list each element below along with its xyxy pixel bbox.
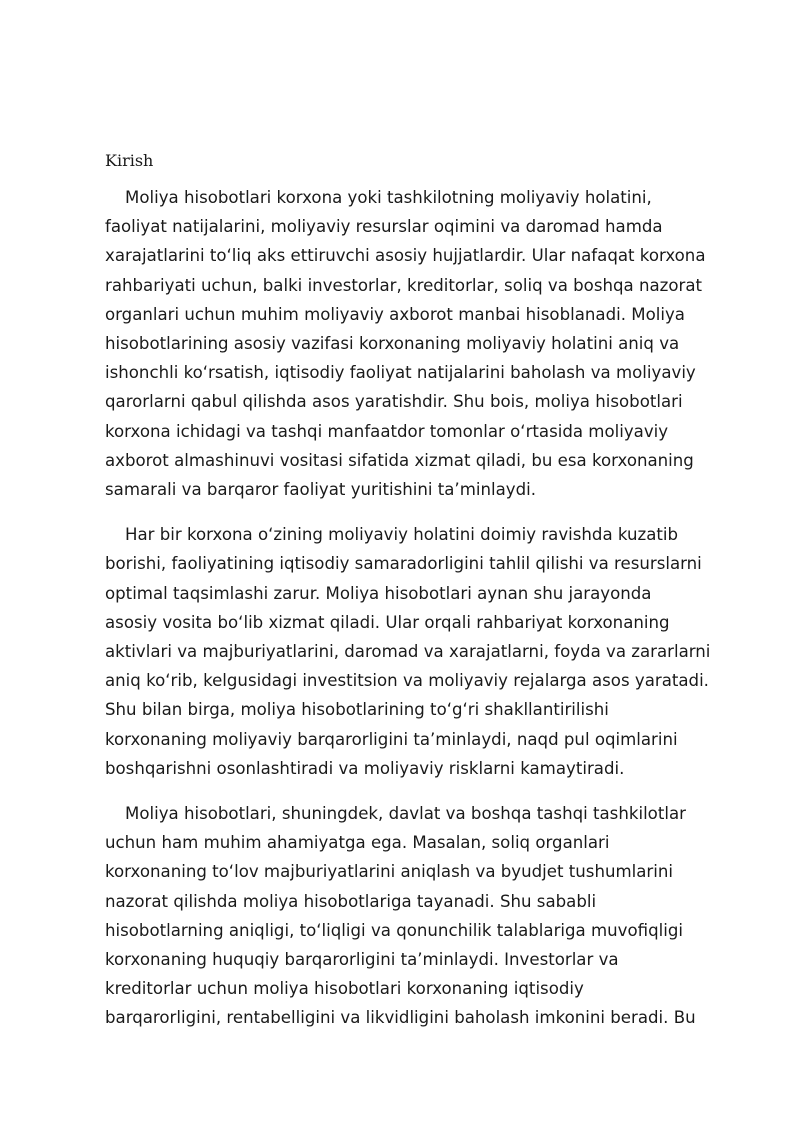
paragraph-line: hisobotlarning aniqligi, to‘liqligi va qonunchilik talablariga muvofiqligi [105, 920, 683, 940]
paragraph-line: uchun ham muhim ahamiyatga ega. Masalan, soliq organlari [105, 833, 610, 853]
paragraph-line: organlari uchun muhim moliyaviy axborot manbai hisoblanadi. Moliya [105, 304, 685, 324]
paragraph-line: Moliya hisobotlari, shuningdek, davlat va boshqa tashqi tashkilotlar [125, 804, 686, 824]
paragraph-line: kreditorlar uchun moliya hisobotlari korxonaning iqtisodiy [105, 979, 584, 999]
paragraph-line: korxona ichidagi va tashqi manfaatdor tomonlar o‘rtasida moliyaviy [105, 421, 669, 441]
paragraph-line: korxonaning to‘lov majburiyatlarini aniqlash va byudjet tushumlarini [105, 862, 673, 882]
paragraph-line: aktivlari va majburiyatlarini, daromad va xarajatlarni, foyda va zararlarni [105, 642, 711, 662]
paragraph-line: boshqarishni osonlashtiradi va moliyaviy risklarni kamaytiradi. [105, 758, 625, 778]
paragraph-line: rahbariyati uchun, balki investorlar, kreditorlar, soliq va boshqa nazorat [105, 275, 703, 295]
paragraph-line: qarorlarni qabul qilishda asos yaratishdir. Shu bois, moliya hisobotlari [105, 392, 683, 412]
paragraph-line: faoliyat natijalarini, moliyaviy resurslar oqimini va daromad hamda [105, 217, 663, 237]
paragraph-line: xarajatlarini to‘liq aks ettiruvchi asosiy hujjatlardir. Ular nafaqat korxona [105, 246, 706, 266]
paragraph [105, 520, 741, 783]
paragraph-line: borishi, faoliyatining iqtisodiy samaradorligini tahlil qilishi va resurslarni [105, 554, 702, 574]
paragraph-line: ishonchli ko‘rsatish, iqtisodiy faoliyat natijalarini baholash va moliyaviy [105, 363, 696, 383]
paragraph [105, 183, 741, 504]
paragraph-line: samarali va barqaror faoliyat yuritishini ta’minlaydi. [105, 480, 537, 500]
paragraph-line: korxonaning huquqiy barqarorligini ta’minlaydi. Investorlar va [105, 950, 619, 970]
paragraph-line: optimal taqsimlashi zarur. Moliya hisobotlari aynan shu jarayonda [105, 583, 652, 603]
section-heading: Kirish [105, 151, 154, 170]
paragraph [105, 799, 741, 1033]
paragraph-line: hisobotlarining asosiy vazifasi korxonaning moliyaviy holatini aniq va [105, 334, 680, 354]
paragraph-line: Moliya hisobotlari korxona yoki tashkilotning moliyaviy holatini, [125, 188, 652, 207]
paragraph-line: Shu bilan birga, moliya hisobotlarining to‘g‘ri shakllantirilishi [105, 700, 609, 720]
paragraph-line: barqarorligini, rentabelligini va likvidligini baholash imkonini beradi. Bu [105, 1008, 696, 1028]
paragraph-line: Har bir korxona o‘zining moliyaviy holatini doimiy ravishda kuzatib [125, 525, 679, 545]
paragraph-line: korxonaning moliyaviy barqarorligini ta’minlaydi, naqd pul oqimlarini [105, 729, 678, 749]
paragraph-line: asosiy vosita bo‘lib xizmat qiladi. Ular orqali rahbariyat korxonaning [105, 612, 670, 632]
paragraph-line: aniq ko‘rib, kelgusidagi investitsion va moliyaviy rejalarga asos yaratadi. [105, 671, 709, 691]
paragraph-line: axborot almashinuvi vositasi sifatida xizmat qiladi, bu esa korxonaning [105, 450, 694, 470]
paragraph-line: nazorat qilishda moliya hisobotlariga tayanadi. Shu sababli [105, 891, 597, 911]
paragraph-list [105, 183, 741, 1033]
document-body [105, 150, 741, 1049]
